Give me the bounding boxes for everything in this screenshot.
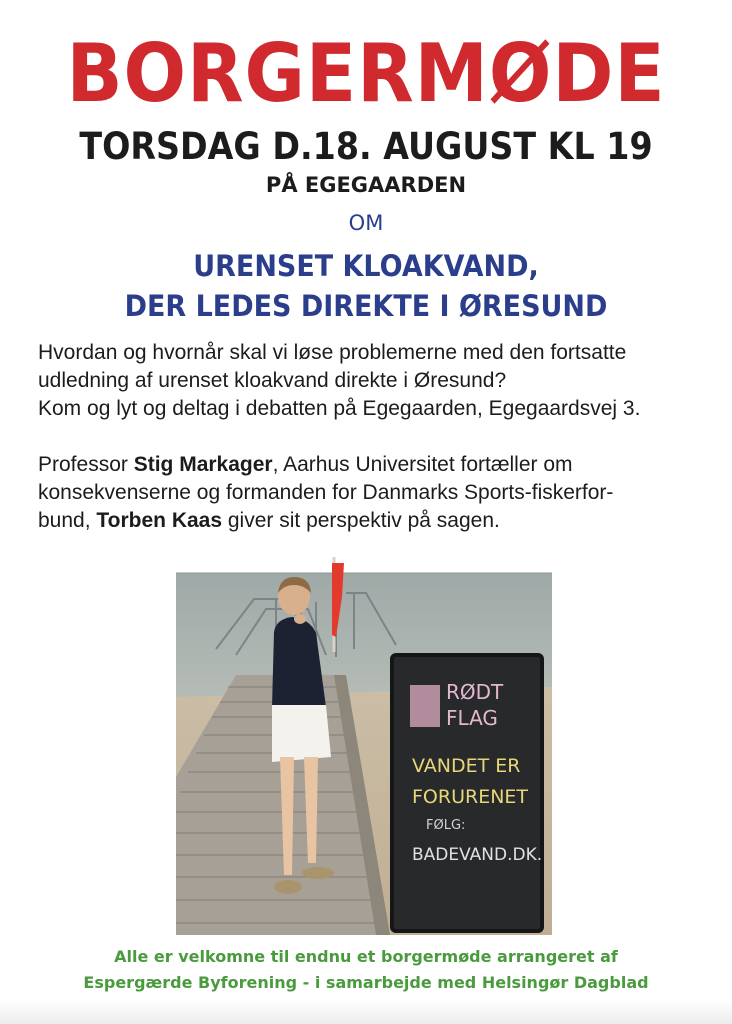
speakers-line-1: [38, 451, 698, 479]
bottom-edge: [0, 1000, 732, 1024]
sign-line-1: RØDT: [446, 680, 504, 704]
speakers-prefix: Professor: [38, 453, 134, 476]
headline: BORGERMØDE: [66, 27, 666, 120]
speakers-line-3: [38, 507, 698, 535]
speakers-line-2: konsekvenserne og formanden for Danmarks Sports-fiskerfor-: [38, 481, 614, 504]
speakers-paragraph: [38, 451, 698, 535]
sign-line-4: FORURENET: [412, 786, 529, 808]
topic-heading: [26, 246, 707, 326]
intro-line-1: Hvordan og hvornår skal vi løse problemerne med den fortsatte: [38, 341, 627, 364]
sign-line-5: FØLG:: [426, 818, 466, 833]
sign-line-2: FLAG: [446, 706, 498, 730]
event-date: TORSDAG D.18. AUGUST KL 19: [79, 125, 653, 168]
speakers-mid: , Aarhus Universitet fortæller om: [272, 453, 573, 476]
footer-line-1: Alle er velkomne til endnu et borgermøde arrangeret af: [114, 947, 618, 966]
flag-drawing: [410, 685, 440, 727]
intro-line-2: udledning af urenset kloakvand direkte i Øresund?: [38, 369, 507, 392]
beach-photo: [176, 557, 552, 935]
chalkboard-sign: [392, 655, 542, 931]
speaker-stig-markager: Stig Markager: [133, 453, 273, 476]
speakers-line3-suffix: giver sit perspektiv på sagen.: [222, 509, 500, 532]
footer-line-2: Espergærde Byforening - i samarbejde med Helsingør Dagblad: [83, 973, 649, 992]
topic-line-1: URENSET KLOAKVAND,: [193, 249, 539, 283]
event-venue: PÅ EGEGAARDEN: [265, 173, 467, 197]
topic-line-2: DER LEDES DIREKTE I ØRESUND: [124, 289, 608, 323]
speakers-line3-prefix: bund,: [38, 509, 97, 532]
om-label: OM: [348, 211, 384, 235]
intro-line-3: Kom og lyt og deltag i debatten på Egegaarden, Egegaardsvej 3.: [38, 397, 641, 420]
intro-paragraph: [38, 339, 698, 423]
speaker-torben-kaas: Torben Kaas: [96, 509, 223, 532]
footer-note: [0, 944, 732, 996]
sign-line-3: VANDET ER: [412, 755, 521, 777]
sign-line-6: BADEVAND.DK.: [412, 845, 543, 865]
beach-photo-illustration: [176, 557, 552, 935]
